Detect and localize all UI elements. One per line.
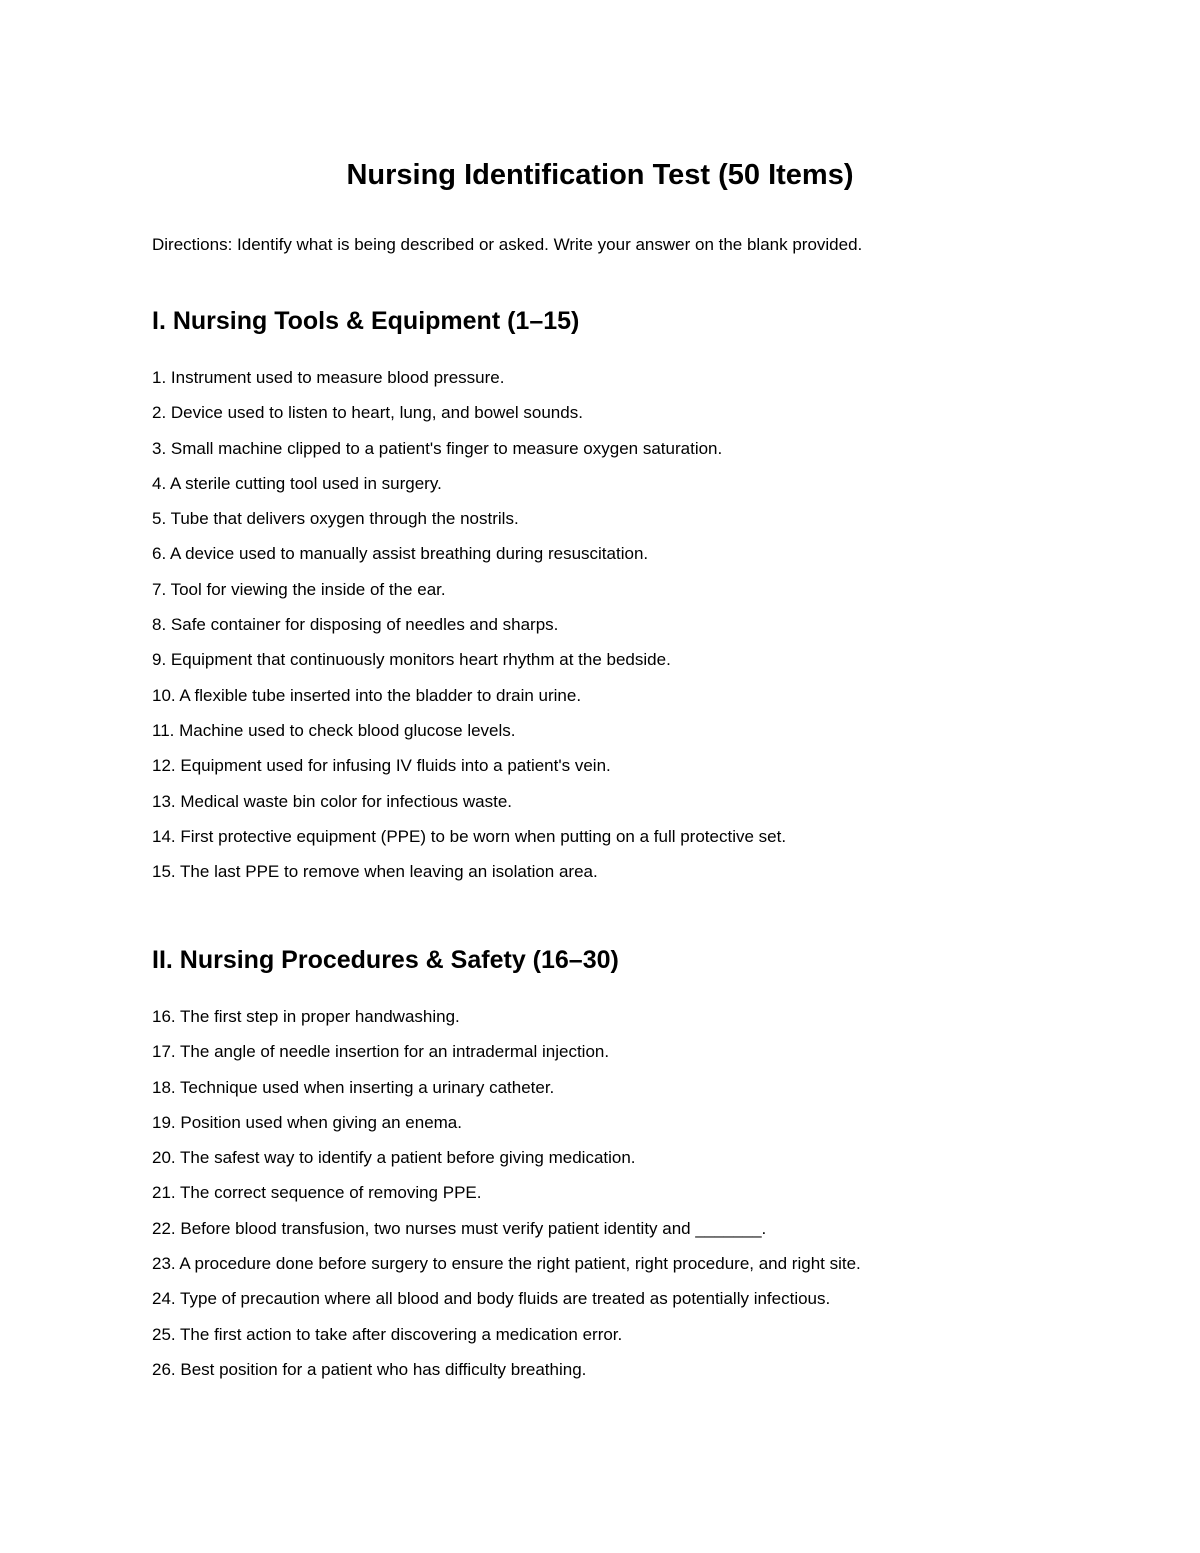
question-item: 20. The safest way to identify a patient before giving medication.: [152, 1148, 636, 1168]
question-item: 11. Machine used to check blood glucose levels.: [152, 720, 516, 740]
question-item: 7. Tool for viewing the inside of the ear.: [152, 579, 446, 599]
question-item: 22. Before blood transfusion, two nurses must verify patient identity and _______.: [152, 1218, 767, 1238]
question-item: 13. Medical waste bin color for infectious waste.: [152, 791, 513, 811]
question-item: 1. Instrument used to measure blood pressure.: [152, 368, 505, 387]
question-item: 19. Position used when giving an enema.: [152, 1112, 462, 1132]
section-heading-procedures-safety: II. Nursing Procedures & Safety (16–30): [152, 946, 619, 974]
question-item: 16. The first step in proper handwashing.: [152, 1007, 460, 1026]
question-item: 5. Tube that delivers oxygen through the nostrils.: [152, 509, 519, 529]
question-item: 24. Type of precaution where all blood and body fluids are treated as potentially infectious.: [152, 1289, 831, 1309]
question-item: 8. Safe container for disposing of needles and sharps.: [152, 615, 559, 635]
section-heading-tools-equipment: I. Nursing Tools & Equipment (1–15): [152, 307, 580, 335]
question-item: 6. A device used to manually assist breathing during resuscitation.: [152, 544, 649, 564]
question-item: 17. The angle of needle insertion for an intradermal injection.: [152, 1042, 610, 1062]
question-item: 18. Technique used when inserting a urinary catheter.: [152, 1077, 555, 1097]
question-item: 2. Device used to listen to heart, lung, and bowel sounds.: [152, 403, 583, 423]
question-item: 21. The correct sequence of removing PPE.: [152, 1183, 482, 1203]
directions-text: Directions: Identify what is being described or asked. Write your answer on the blank provided.: [152, 235, 863, 254]
question-item: 10. A flexible tube inserted into the bladder to drain urine.: [152, 685, 582, 705]
page-title: Nursing Identification Test (50 Items): [346, 159, 854, 191]
question-item: 12. Equipment used for infusing IV fluids into a patient's vein.: [152, 756, 611, 776]
question-item: 23. A procedure done before surgery to ensure the right patient, right procedure, and right site.: [152, 1254, 861, 1274]
question-list-tools-equipment: [152, 366, 786, 895]
question-item: 25. The first action to take after discovering a medication error.: [152, 1324, 623, 1344]
question-item: 14. First protective equipment (PPE) to be worn when putting on a full protective set.: [152, 826, 787, 846]
question-item: 3. Small machine clipped to a patient's finger to measure oxygen saturation.: [152, 438, 723, 458]
question-item: 4. A sterile cutting tool used in surgery.: [152, 473, 442, 493]
question-item: 26. Best position for a patient who has difficulty breathing.: [152, 1359, 587, 1379]
question-item: 15. The last PPE to remove when leaving an isolation area.: [152, 862, 598, 882]
question-item: 9. Equipment that continuously monitors heart rhythm at the bedside.: [152, 650, 671, 670]
question-list-procedures-safety: [152, 1005, 861, 1393]
